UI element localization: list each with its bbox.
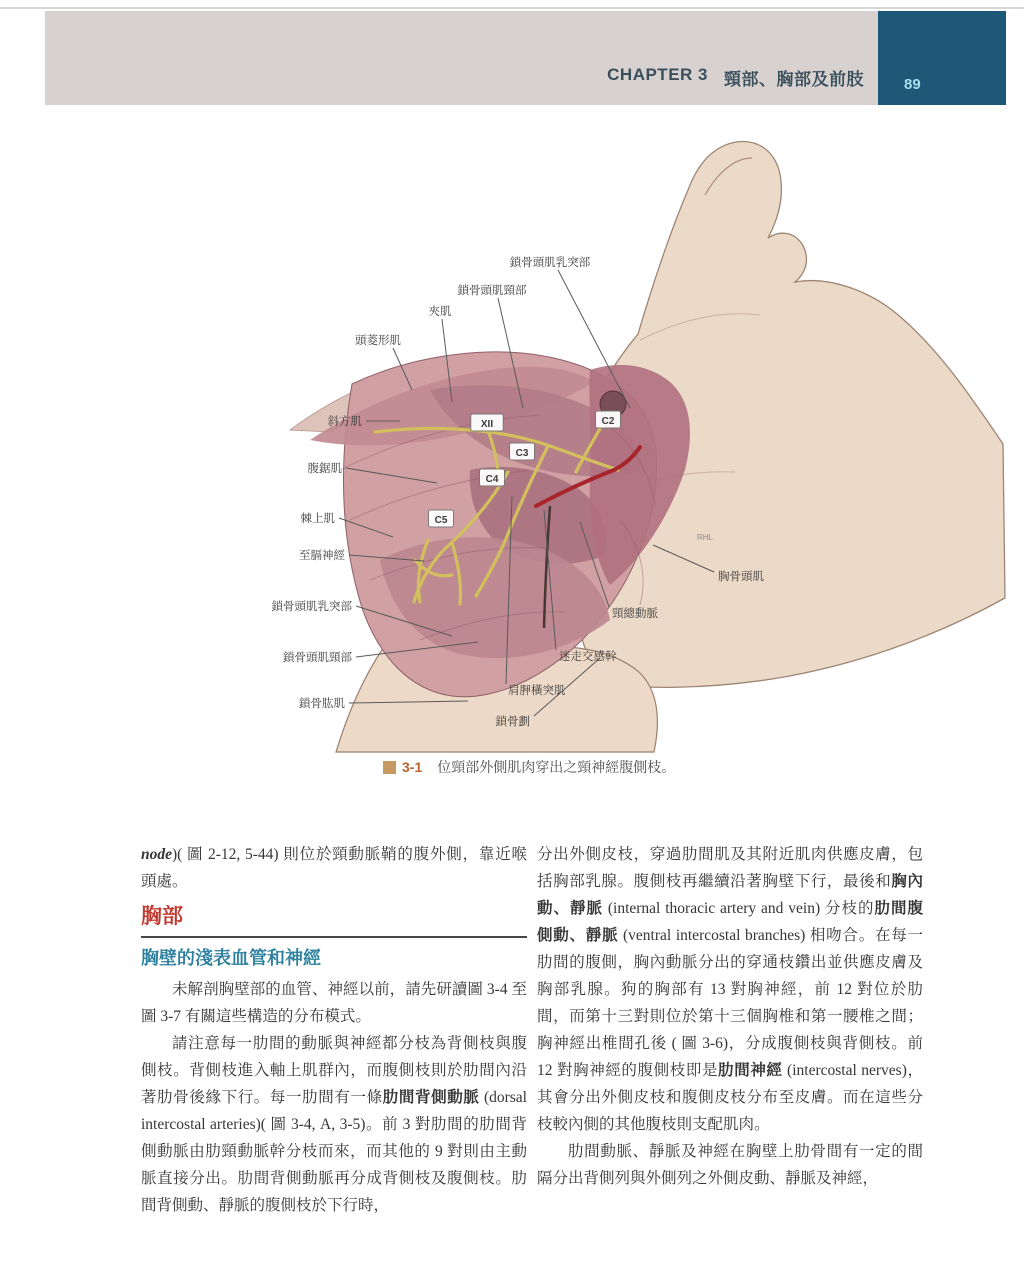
chapter-title: 頸部、胸部及前肢 <box>724 70 864 89</box>
text-run: 請注意每一肋間的動脈與神經都分枝為背側枝與腹側枝。背側枝進入軸上肌群內，而腹側枝則於肋間內沿著肋骨後緣下行。每一肋間有一條 <box>141 1034 527 1106</box>
figure-boxed-label-text-C3: C3 <box>515 448 529 459</box>
figure-label-trapezius: 斜方肌 <box>327 416 362 428</box>
figure-label-cleidocephalicus-cervical-top: 鎖骨頭肌頸部 <box>457 285 527 297</box>
text-run: (internal thoracic artery and vein) 分枝的 <box>602 900 875 917</box>
figure-boxed-label-text-C2: C2 <box>601 416 615 427</box>
figure-label-splenius: 夾肌 <box>428 306 452 318</box>
chapter-label: CHAPTER 3 <box>607 65 708 84</box>
text-run: 分出外側皮枝，穿過肋間肌及其附近肌肉供應皮膚，包括胸部乳腺。腹側枝再繼續沿著胸壁下行，最後和 <box>537 846 923 890</box>
text-run: (ventral intercostal branches) 相吻合。在每一肋間的腹側，胸內動脈分出的穿通枝鑽出並供應皮膚及胸部乳腺。狗的胸部有 13 對胸神經，前 12 對位於肋間，而第十三對則位於第十三個胸椎和第一腰椎之間；胸神經出椎間孔後 ( 圖 3-6)，分成腹側枝與背側枝。前 12 對胸神經的腹側枝即是 <box>537 927 923 1079</box>
anatomical-illustration <box>0 130 1024 770</box>
figure-boxed-label-text-C4: C4 <box>485 474 499 485</box>
figure-label-cleidocephalicus-cervical-left: 鎖骨頭肌頸部 <box>283 652 352 664</box>
figure-caption-number: 3-1 <box>402 759 423 775</box>
page-number-block <box>878 11 1006 105</box>
section-heading: 胸部 <box>141 904 527 938</box>
text-column-left <box>141 841 527 1219</box>
running-head <box>607 65 864 90</box>
figure-caption-text: 位頸部外側肌肉穿出之頸神經腹側枝。 <box>437 761 676 776</box>
figure-label-omotransversarius: 肩胛橫突肌 <box>508 685 566 697</box>
figure-boxed-label-text-C5: C5 <box>434 515 448 526</box>
text-run: 胸內動、靜脈 <box>537 873 923 917</box>
paragraph <box>537 1138 923 1192</box>
text-run: 肋間神經 <box>718 1062 783 1079</box>
figure-caption-marker <box>383 761 396 774</box>
page-number: 89 <box>904 76 921 93</box>
paragraph <box>537 841 923 1138</box>
text-run: 肋間背側動脈 <box>382 1088 480 1106</box>
text-run: 肋間動脈、靜脈及神經在胸壁上肋骨間有一定的間隔分出背側列與外側列之外側皮動、靜脈及神經， <box>537 1143 923 1187</box>
illustrator-signature: RHL <box>697 533 714 542</box>
figure-label-phrenic-nerve: 至膈神經 <box>299 550 345 562</box>
figure-label-common-carotid-artery: 頸總動脈 <box>612 608 658 620</box>
text-run: 肋間腹側動、靜脈 <box>537 900 923 944</box>
text-run: )( 圖 2-12, 5-44) 則位於頸動脈鞘的腹外側，靠近喉頭處。 <box>141 846 527 890</box>
figure-label-cleidocephalicus-mastoid-top: 鎖骨頭肌乳突部 <box>509 257 591 269</box>
page-header <box>45 11 878 105</box>
figure-label-serratus-ventralis: 腹鋸肌 <box>307 463 342 475</box>
figure-label-vagosympathetic-trunk: 迷走交感幹 <box>559 651 617 663</box>
text-run: (intercostal nerves)，其會分出外側皮枝和腹側皮枝分布至皮膚。而在這些分枝較內側的其他腹枝則支配肌肉。 <box>537 1062 923 1133</box>
paragraph <box>141 1030 527 1219</box>
figure-boxed-label-text-XII: XII <box>480 419 494 430</box>
figure-label-clavicular-intersection: 鎖骨劃 <box>495 716 530 728</box>
figure-label-supraspinatus: 棘上肌 <box>300 513 335 525</box>
paragraph <box>141 976 527 1030</box>
text-run: (dorsal intercostal arteries)( 圖 3-4, A, 3-5)。前 3 對肋間的肋間背側動脈由肋頸動脈幹分枝而來，而其他的 9 對則由主動脈直接分出。肋間背側動脈再分成背側枝及腹側枝。肋間背側動、靜脈的腹側枝於下行時， <box>141 1088 527 1214</box>
figure-caption <box>383 757 675 777</box>
figure-label-sternocephalicus: 胸骨頭肌 <box>718 571 764 583</box>
text-run: node <box>141 846 172 863</box>
figure-label-rhomboideus-capitis: 頭菱形肌 <box>355 335 401 347</box>
subsection-heading: 胸壁的淺表血管和神經 <box>141 948 321 969</box>
figure-label-cleidocephalicus-mastoid-left: 鎖骨頭肌乳突部 <box>271 601 352 613</box>
text-column-right <box>537 841 923 1192</box>
text-run: 未解剖胸壁部的血管、神經以前，請先研讀圖 3-4 至圖 3-7 有關這些構造的分布模式。 <box>141 980 527 1025</box>
paragraph <box>141 841 527 895</box>
figure-label-cleidobrachialis: 鎖骨肱肌 <box>299 698 345 710</box>
page-top-rule <box>0 7 1024 9</box>
